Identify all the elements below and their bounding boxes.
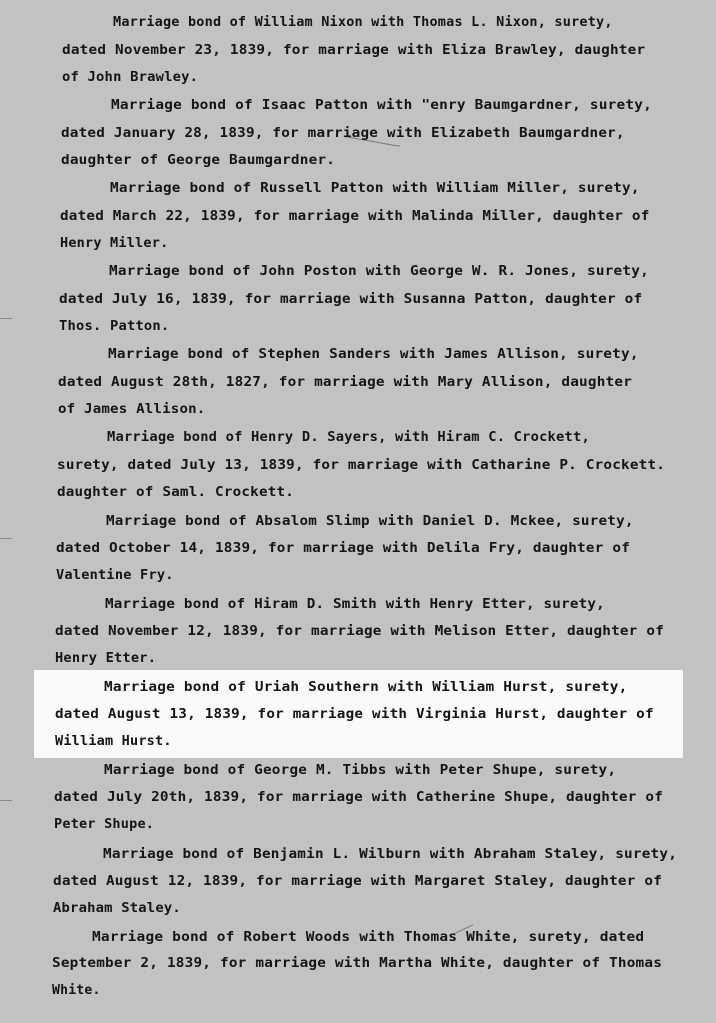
entry-12-line-3: White. <box>52 983 101 998</box>
entry-7-line-2: dated October 14, 1839, for marriage with Delila Fry, daughter of <box>56 541 631 556</box>
entry-6-line-2: surety, dated July 13, 1839, for marriage with Catharine P. Crockett. <box>57 458 666 473</box>
entry-8-line-2: dated November 12, 1839, for marriage with Melison Etter, daughter of <box>55 624 665 639</box>
entry-8-line-1: Marriage bond of Hiram D. Smith with Henry Etter, surety, <box>105 597 605 612</box>
entry-10-line-1: Marriage bond of George M. Tibbs with Peter Shupe, surety, <box>104 763 617 778</box>
entry-9-line-3: William Hurst. <box>55 734 172 749</box>
entry-11-line-3: Abraham Staley. <box>53 901 181 916</box>
entry-2-line-2: dated January 28, 1839, for marriage with Elizabeth Baumgardner, <box>61 126 625 141</box>
entry-5-line-2: dated August 28th, 1827, for marriage with Mary Allison, daughter <box>58 375 633 390</box>
entry-3-line-2: dated March 22, 1839, for marriage with Malinda Miller, daughter of <box>60 209 650 224</box>
entry-10-line-2: dated July 20th, 1839, for marriage with Catherine Shupe, daughter of <box>54 790 664 805</box>
entry-7-line-3: Valentine Fry. <box>56 568 174 583</box>
entry-4-line-1: Marriage bond of John Poston with George W. R. Jones, surety, <box>109 264 649 279</box>
entry-4-line-2: dated July 16, 1839, for marriage with Susanna Patton, daughter of <box>59 292 643 307</box>
entry-1-line-3: of John Brawley. <box>62 70 199 85</box>
entry-5-line-3: of James Allison. <box>58 402 206 417</box>
entry-4-line-3: Thos. Patton. <box>59 319 170 334</box>
page-edge-mark <box>0 318 12 319</box>
entry-2-line-1: Marriage bond of Isaac Patton with "enry Baumgardner, surety, <box>111 98 652 113</box>
entry-10-line-3: Peter Shupe. <box>54 817 155 832</box>
entry-7-line-1: Marriage bond of Absalom Slimp with Daniel D. Mckee, surety, <box>106 514 634 529</box>
page-edge-mark <box>0 800 12 801</box>
entry-12-line-1: Marriage bond of Robert Woods with Thomas White, surety, dated <box>92 930 645 945</box>
entry-3-line-3: Henry Miller. <box>60 236 169 251</box>
entry-9-line-1: Marriage bond of Uriah Southern with William Hurst, surety, <box>104 680 628 695</box>
entry-5-line-1: Marriage bond of Stephen Sanders with James Allison, surety, <box>108 347 639 362</box>
entry-12-line-2: September 2, 1839, for marriage with Martha White, daughter of Thomas <box>52 956 663 971</box>
entry-2-line-3: daughter of George Baumgardner. <box>61 153 336 168</box>
entry-11-line-2: dated August 12, 1839, for marriage with Margaret Staley, daughter of <box>53 874 663 889</box>
entry-6-line-3: daughter of Saml. Crockett. <box>57 485 295 500</box>
entry-6-line-1: Marriage bond of Henry D. Sayers, with Hiram C. Crockett, <box>107 430 590 445</box>
entry-9-line-2: dated August 13, 1839, for marriage with Virginia Hurst, daughter of <box>55 707 654 722</box>
entry-3-line-1: Marriage bond of Russell Patton with William Miller, surety, <box>110 181 640 196</box>
entry-1-line-2: dated November 23, 1839, for marriage with Eliza Brawley, daughter <box>62 43 646 58</box>
entry-8-line-3: Henry Etter. <box>55 651 157 666</box>
entry-11-line-1: Marriage bond of Benjamin L. Wilburn with Abraham Staley, surety, <box>103 847 678 862</box>
page-edge-mark <box>0 538 12 539</box>
entry-1-line-1: Marriage bond of William Nixon with Thomas L. Nixon, surety, <box>113 15 613 30</box>
